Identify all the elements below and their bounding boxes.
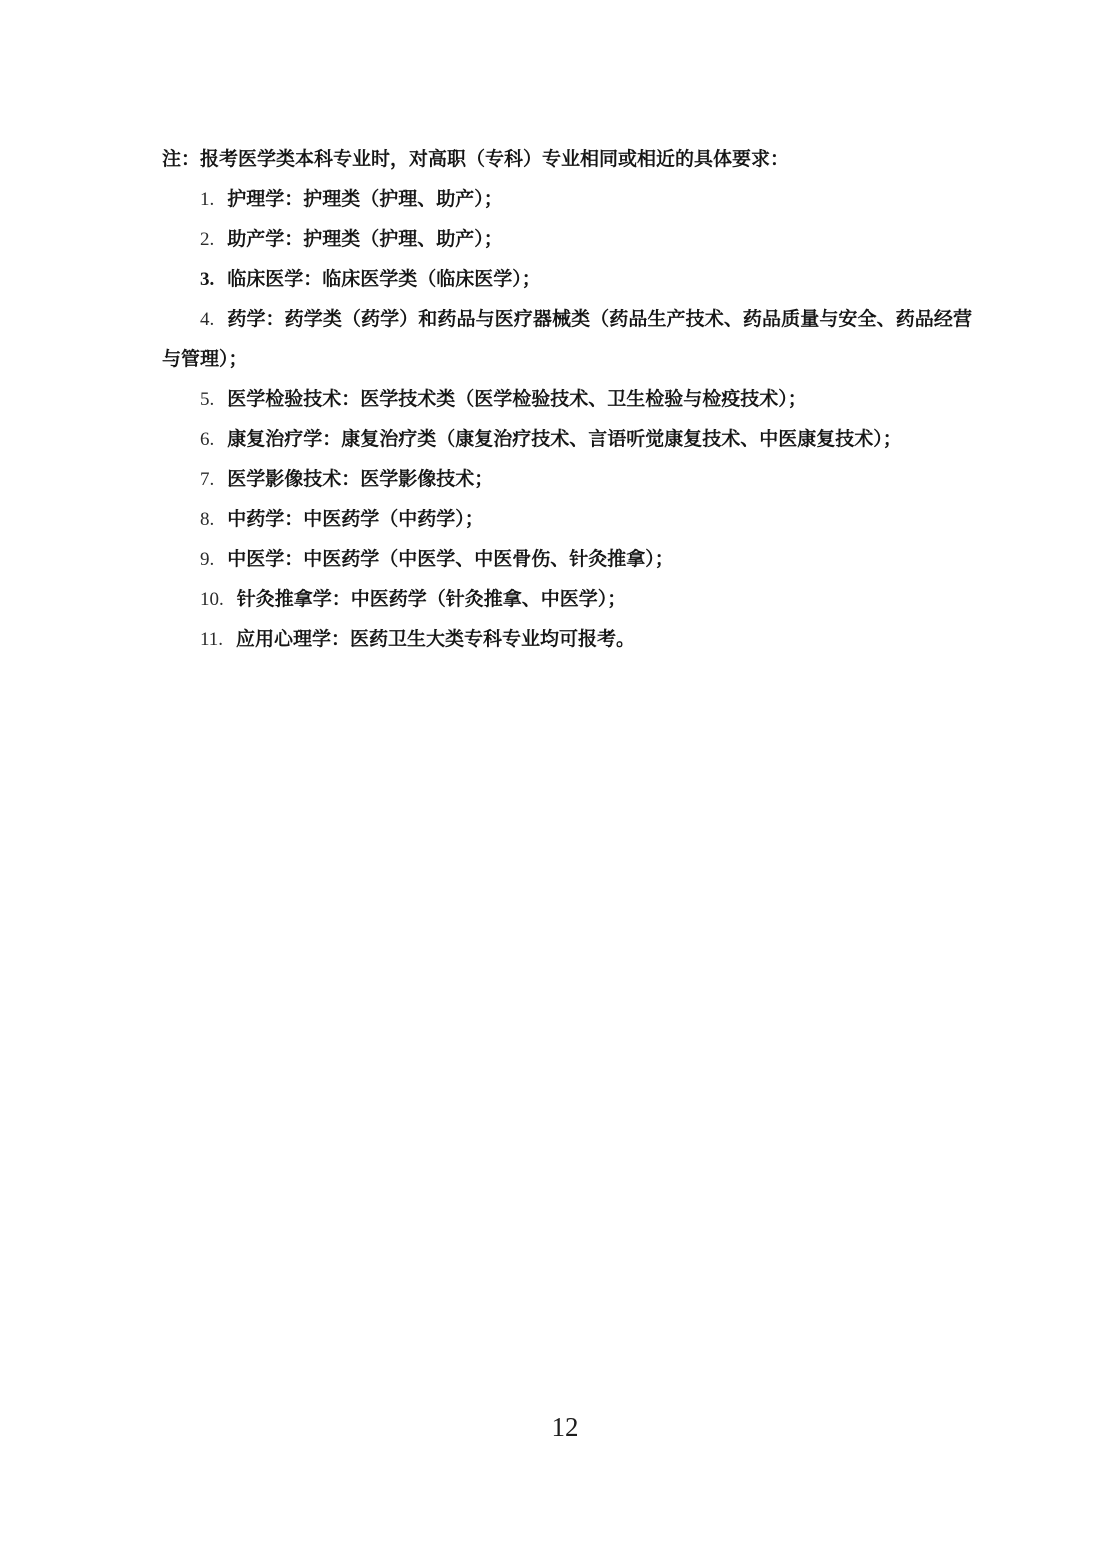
item-number: 9. [200, 549, 215, 570]
list-item [162, 300, 972, 380]
item-number: 10. [200, 589, 224, 610]
note-heading: 注：报考医学类本科专业时，对高职（专科）专业相同或相近的具体要求： [162, 149, 790, 170]
item-number: 4. [200, 309, 215, 330]
list-item [162, 580, 972, 620]
item-text: 医学影像技术：医学影像技术； [227, 469, 494, 490]
note-block [162, 140, 972, 660]
item-number: 6. [200, 429, 215, 450]
list-item [162, 420, 972, 460]
page-number: 12 [551, 1412, 579, 1442]
item-text: 医学检验技术：医学技术类（医学检验技术、卫生检验与检疫技术）； [227, 389, 807, 410]
list-item [162, 380, 972, 420]
item-number: 2. [200, 229, 215, 250]
item-number: 7. [200, 469, 215, 490]
item-text: 药学：药学类（药学）和药品与医疗器械类（药品生产技术、药品质量与安全、药品经营与管理）； [162, 309, 972, 370]
list-item [162, 460, 972, 500]
list-item [162, 540, 972, 580]
item-number: 11. [200, 629, 224, 650]
item-text: 护理学：护理类（护理、助产）； [227, 189, 503, 210]
list-item [162, 260, 972, 300]
item-text: 临床医学：临床医学类（临床医学）； [227, 269, 541, 290]
item-text: 中医学：中医药学（中医学、中医骨伤、针灸推拿）； [227, 549, 674, 570]
item-text: 康复治疗学：康复治疗类（康复治疗技术、言语听觉康复技术、中医康复技术）； [227, 429, 902, 450]
item-number: 8. [200, 509, 215, 530]
item-text: 针灸推拿学：中医药学（针灸推拿、中医学）； [236, 589, 627, 610]
item-number: 3. [200, 269, 215, 290]
item-text: 助产学：护理类（护理、助产）； [227, 229, 503, 250]
list-item [162, 180, 972, 220]
item-number: 5. [200, 389, 215, 410]
list-item [162, 620, 972, 660]
item-text: 应用心理学：医药卫生大类专科专业均可报考。 [236, 629, 636, 650]
item-number: 1. [200, 189, 215, 210]
list-item [162, 220, 972, 260]
list-item [162, 500, 972, 540]
item-text: 中药学：中医药学（中药学）； [227, 509, 484, 530]
